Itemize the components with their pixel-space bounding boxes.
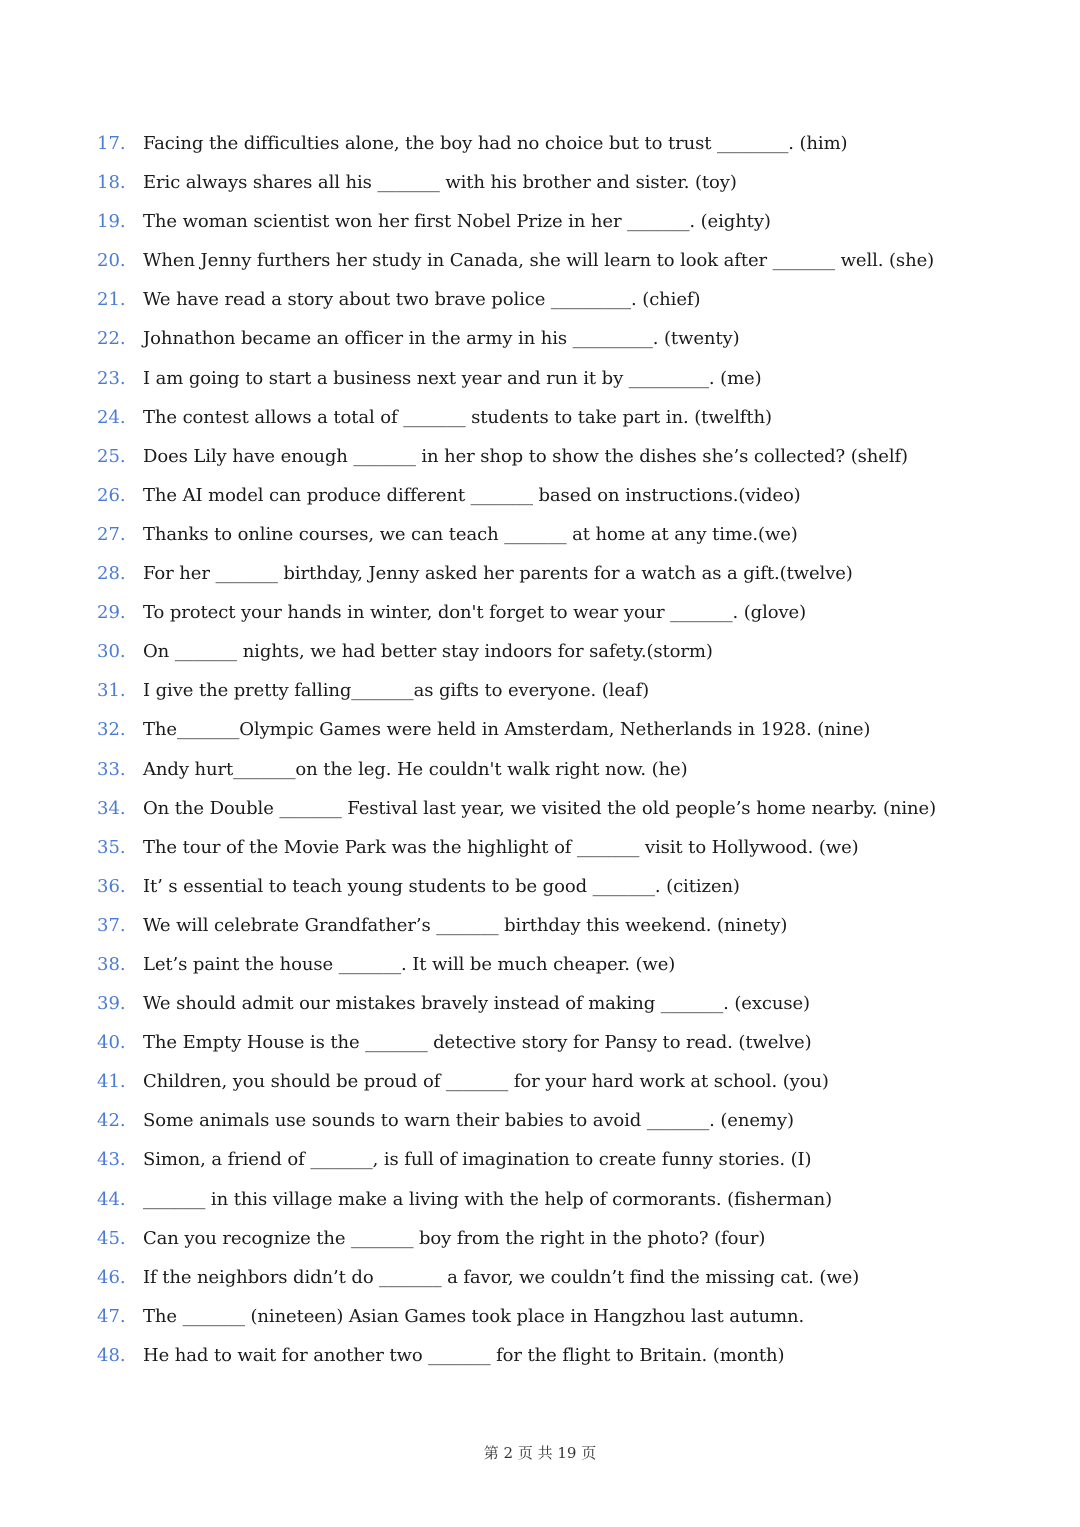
question-text: The_______Olympic Games were held in Amsterdam, Netherlands in 1928. (nine) bbox=[143, 719, 871, 741]
question-number: 40. bbox=[97, 1032, 126, 1054]
question-item bbox=[0, 1062, 1080, 1101]
question-text: We will celebrate Grandfather’s _______ birthday this weekend. (ninety) bbox=[143, 914, 788, 936]
question-number: 24. bbox=[97, 406, 126, 428]
question-text: I am going to start a business next year and run it by _________. (me) bbox=[143, 367, 762, 389]
question-item bbox=[0, 1180, 1080, 1219]
question-text: The tour of the Movie Park was the highlight of _______ visit to Hollywood. (we) bbox=[143, 836, 859, 858]
question-text: The woman scientist won her first Nobel Prize in her _______. (eighty) bbox=[143, 211, 771, 233]
question-text: To protect your hands in winter, don't forget to wear your _______. (glove) bbox=[143, 602, 807, 624]
question-item bbox=[0, 319, 1080, 358]
question-text: Facing the difficulties alone, the boy had no choice but to trust ________. (him) bbox=[143, 133, 848, 154]
question-item bbox=[0, 476, 1080, 515]
question-text: Eric always shares all his _______ with his brother and sister. (toy) bbox=[143, 172, 737, 194]
question-text: If the neighbors didn’t do _______ a favor, we couldn’t find the missing cat. (we) bbox=[143, 1266, 860, 1288]
question-item bbox=[0, 437, 1080, 476]
question-item bbox=[0, 984, 1080, 1023]
question-text: Thanks to online courses, we can teach _______ at home at any time.(we) bbox=[143, 523, 798, 545]
question-number: 32. bbox=[97, 719, 126, 741]
question-text: We have read a story about two brave police _________. (chief) bbox=[143, 289, 701, 311]
question-text: The Empty House is the _______ detective story for Pansy to read. (twelve) bbox=[143, 1032, 812, 1054]
question-text: Does Lily have enough _______ in her shop to show the dishes she’s collected? (shelf) bbox=[143, 445, 908, 467]
question-number: 31. bbox=[97, 680, 126, 702]
question-item bbox=[0, 398, 1080, 437]
question-number: 35. bbox=[97, 836, 126, 858]
question-item bbox=[0, 1023, 1080, 1062]
question-text: Can you recognize the _______ boy from the right in the photo? (four) bbox=[143, 1227, 766, 1249]
question-item bbox=[0, 554, 1080, 593]
question-item bbox=[0, 828, 1080, 867]
question-item bbox=[0, 906, 1080, 945]
question-text: _______ in this village make a living with the help of cormorants. (fisherman) bbox=[143, 1188, 833, 1210]
question-number: 48. bbox=[97, 1344, 126, 1366]
question-number: 19. bbox=[97, 211, 126, 233]
question-item bbox=[0, 1258, 1080, 1297]
question-text: Let’s paint the house _______. It will be much cheaper. (we) bbox=[143, 953, 676, 975]
question-item bbox=[0, 632, 1080, 671]
question-number: 43. bbox=[97, 1149, 126, 1171]
question-item bbox=[0, 359, 1080, 398]
question-text: Johnathon became an officer in the army in his _________. (twenty) bbox=[143, 328, 740, 350]
question-number: 27. bbox=[97, 523, 126, 545]
question-text: It’ s essential to teach young students to be good _______. (citizen) bbox=[143, 875, 740, 897]
question-item bbox=[0, 515, 1080, 554]
question-item bbox=[0, 202, 1080, 241]
question-number: 45. bbox=[97, 1227, 126, 1249]
question-item bbox=[0, 1219, 1080, 1258]
question-item bbox=[0, 1297, 1080, 1336]
question-item bbox=[0, 710, 1080, 749]
question-number: 44. bbox=[97, 1188, 126, 1210]
question-number: 37. bbox=[97, 914, 126, 936]
question-number: 30. bbox=[97, 641, 126, 663]
question-item bbox=[0, 163, 1080, 202]
question-item bbox=[0, 1140, 1080, 1179]
question-number: 25. bbox=[97, 445, 126, 467]
question-number: 23. bbox=[97, 367, 126, 389]
question-text: On the Double _______ Festival last year, we visited the old people’s home nearby. (nine) bbox=[143, 797, 937, 819]
question-text: The _______ (nineteen) Asian Games took place in Hangzhou last autumn. bbox=[143, 1305, 805, 1327]
question-item bbox=[0, 945, 1080, 984]
question-number: 22. bbox=[97, 328, 126, 350]
question-text: When Jenny furthers her study in Canada, she will learn to look after _______ well. (she) bbox=[143, 250, 935, 272]
question-item bbox=[0, 593, 1080, 632]
question-number: 20. bbox=[97, 250, 126, 272]
question-number: 47. bbox=[97, 1305, 126, 1327]
question-number: 17. bbox=[97, 133, 126, 154]
question-text: The AI model can produce different _______ based on instructions.(video) bbox=[143, 484, 801, 506]
question-item bbox=[0, 280, 1080, 319]
question-item bbox=[0, 750, 1080, 789]
question-number: 26. bbox=[97, 484, 126, 506]
question-text: I give the pretty falling_______as gifts to everyone. (leaf) bbox=[143, 680, 650, 702]
question-number: 38. bbox=[97, 953, 126, 975]
question-number: 41. bbox=[97, 1071, 126, 1093]
question-number: 29. bbox=[97, 602, 126, 624]
question-text: For her _______ birthday, Jenny asked her parents for a watch as a gift.(twelve) bbox=[143, 563, 853, 585]
question-item bbox=[0, 789, 1080, 828]
question-number: 33. bbox=[97, 758, 126, 780]
question-number: 28. bbox=[97, 563, 126, 585]
question-text: Simon, a friend of _______, is full of imagination to create funny stories. (I) bbox=[143, 1149, 812, 1171]
question-number: 34. bbox=[97, 797, 126, 819]
question-text: On _______ nights, we had better stay indoors for safety.(storm) bbox=[143, 641, 713, 663]
question-item bbox=[0, 867, 1080, 906]
question-item bbox=[0, 241, 1080, 280]
question-item bbox=[0, 671, 1080, 710]
question-item bbox=[0, 1101, 1080, 1140]
question-text: Andy hurt_______on the leg. He couldn't walk right now. (he) bbox=[143, 758, 688, 780]
question-item bbox=[0, 1336, 1080, 1375]
question-text: We should admit our mistakes bravely instead of making _______. (excuse) bbox=[143, 993, 810, 1015]
question-number: 18. bbox=[97, 172, 126, 194]
question-number: 21. bbox=[97, 289, 126, 311]
question-number: 42. bbox=[97, 1110, 126, 1132]
page-footer: 第 2 页 共 19 页 bbox=[483, 1444, 597, 1462]
question-item bbox=[0, 124, 1080, 163]
question-number: 46. bbox=[97, 1266, 126, 1288]
question-number: 39. bbox=[97, 993, 126, 1015]
question-number: 36. bbox=[97, 875, 126, 897]
question-text: He had to wait for another two _______ for the flight to Britain. (month) bbox=[143, 1344, 785, 1366]
question-text: Some animals use sounds to warn their babies to avoid _______. (enemy) bbox=[143, 1110, 794, 1132]
question-text: Children, you should be proud of _______ for your hard work at school. (you) bbox=[143, 1071, 829, 1093]
question-list bbox=[0, 124, 1080, 1375]
question-text: The contest allows a total of _______ students to take part in. (twelfth) bbox=[143, 406, 772, 428]
